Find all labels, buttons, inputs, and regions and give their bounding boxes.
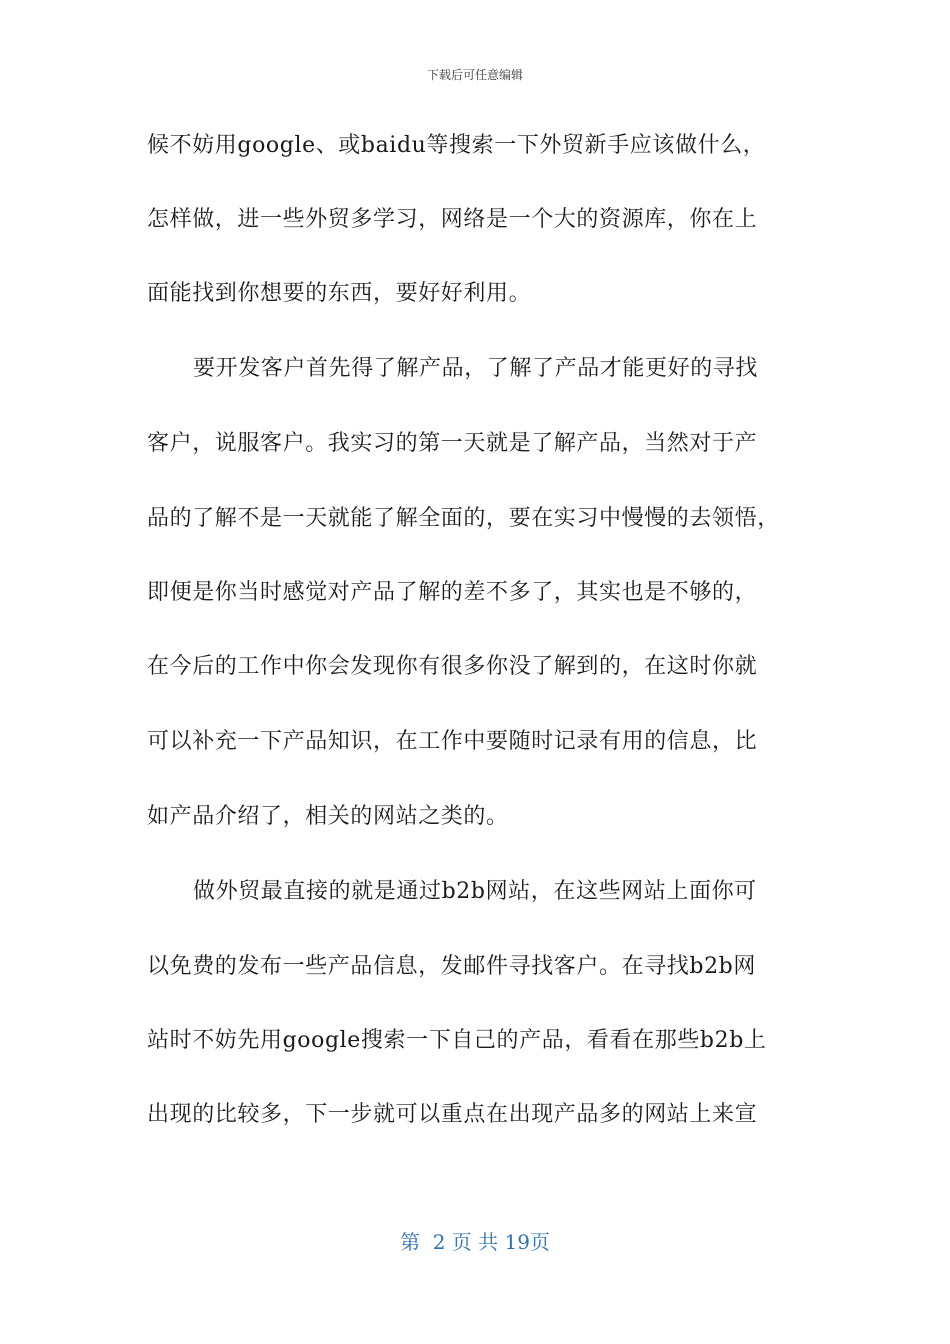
text-line: 即便是你当时感觉对产品了解的差不多了，其实也是不够的，: [147, 580, 758, 605]
text-line: 以免费的发布一些产品信息，发邮件寻找客户。在寻找b2b网: [147, 954, 756, 979]
text-line: 在今后的工作中你会发现你有很多你没了解到的，在这时你就: [147, 654, 758, 679]
paragraph-start-line: 做外贸最直接的就是通过b2b网站，在这些网站上面你可: [193, 879, 757, 904]
text-line: 客户，说服客户。我实习的第一天就是了解产品，当然对于产: [147, 431, 758, 456]
page-footer: 第 2 页 共 19页: [400, 1230, 550, 1254]
text-line: 如产品介绍了，相关的网站之类的。: [147, 804, 509, 829]
text-line: 站时不妨先用google搜索一下自己的产品，看看在那些b2b上: [147, 1028, 767, 1053]
text-line: 面能找到你想要的东西，要好好利用。: [147, 281, 532, 306]
text-line: 出现的比较多，下一步就可以重点在出现产品多的网站上来宣: [147, 1102, 758, 1127]
paragraph-start-line: 要开发客户首先得了解产品，了解了产品才能更好的寻找: [193, 356, 759, 381]
text-line: 候不妨用google、或baidu等搜索一下外贸新手应该做什么，: [147, 133, 766, 158]
page-header: 下载后可任意编辑: [426, 68, 523, 82]
text-line: 怎样做，进一些外贸多学习，网络是一个大的资源库，你在上: [147, 207, 758, 232]
text-line: 品的了解不是一天就能了解全面的，要在实习中慢慢的去领悟，: [147, 506, 780, 531]
text-line: 可以补充一下产品知识，在工作中要随时记录有用的信息，比: [147, 729, 758, 754]
